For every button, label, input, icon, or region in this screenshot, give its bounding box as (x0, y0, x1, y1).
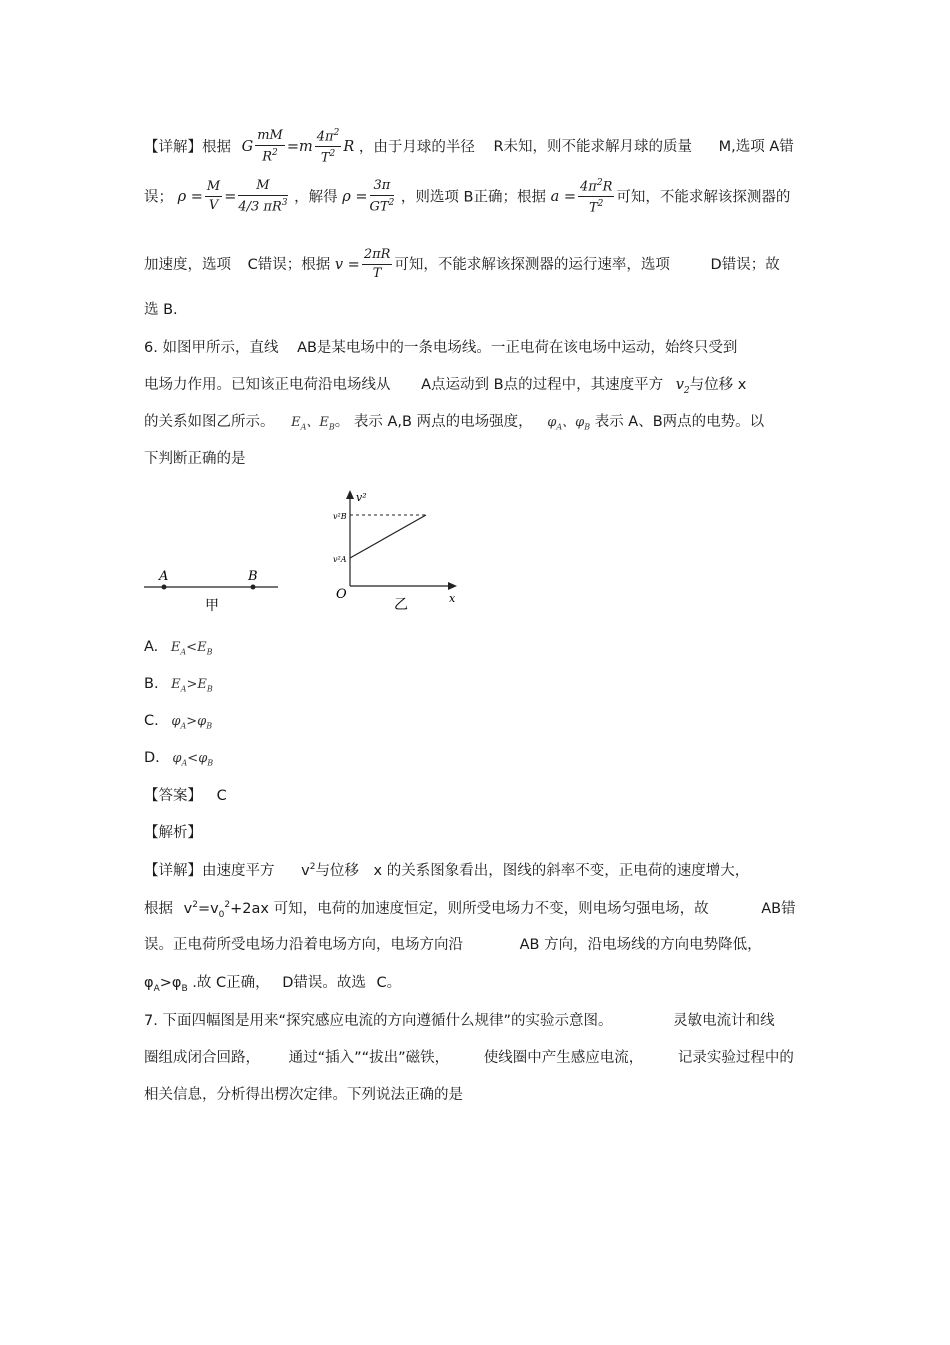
analysis-heading: 【解析】 (144, 825, 202, 841)
text: D错误；故 (710, 256, 780, 273)
detail2-line-4 (144, 976, 401, 994)
detail2-line-2 (144, 901, 796, 920)
q7-line-3: 相关信息，分析得出楞次定律。下列说法正确的是 (144, 1087, 463, 1103)
point-a (162, 585, 167, 590)
option-label: D. (144, 750, 160, 766)
option-c[interactable] (144, 714, 212, 731)
text: 6. 如图甲所示，直线 (144, 340, 279, 356)
text: 表示 A、B两点的电势。以 (594, 414, 765, 430)
q7-line-1 (144, 1014, 775, 1029)
answer-value: C (216, 788, 227, 804)
kinematic-formula: $v^2=v_0^2+2ax$ (183, 900, 269, 920)
text: AB错 (761, 900, 796, 917)
detail-line-4: 选 B. (144, 302, 178, 318)
x-arrow (448, 582, 457, 590)
text: 记录实验过程中的 (677, 1050, 794, 1066)
formula-density: ρ = $\frac{M}{V}$ = $\frac{M}{4/3 \pi R^3}$ (177, 178, 288, 215)
text: D错误。故选 (282, 975, 366, 991)
q6-line-2 (144, 378, 746, 396)
text: 根据 (144, 900, 173, 917)
detail-tag: 【详解】 (144, 139, 202, 156)
answer (144, 789, 227, 804)
y-arrow (346, 490, 354, 499)
detail-line-2 (144, 178, 790, 217)
text: ，则选项 B正确；根据 (400, 189, 546, 206)
figure-jia (140, 560, 290, 620)
text: 误。正电荷所受电场力沿着电场方向，电场方向沿 (144, 937, 463, 953)
caption-yi: 乙 (394, 597, 408, 613)
q7-line-2 (144, 1051, 794, 1066)
option-expr: $\varphi_A>\varphi_B$ (171, 714, 213, 731)
graph-line (350, 515, 426, 558)
text: 通过“插入”“拔出”磁铁， (288, 1050, 450, 1066)
text: x 的关系图象看出，图线的斜率不变，正电荷的速度增大， (373, 862, 750, 879)
q6-line-3 (144, 415, 764, 432)
formula-gravity: G $\frac{mM}{R^2}$ =m $\frac{4\pi^2}{T^2}$ R (241, 128, 355, 166)
text: 可知，不能求解该探测器的运行速率，选项 (394, 256, 670, 273)
option-label: A. (144, 639, 159, 655)
text: R未知，则不能求解月球的质量 (493, 139, 693, 156)
option-b[interactable] (144, 677, 213, 694)
text: φ (144, 975, 154, 991)
text: 与位移 (315, 862, 359, 879)
text: >φ (159, 975, 182, 991)
detail2-line-1 (144, 863, 749, 878)
text: 7. 下面四幅图是用来“探究感应电流的方向遵循什么规律”的实验示意图。 (144, 1013, 613, 1029)
text: 根据 (202, 139, 231, 156)
text: 圈组成闭合回路， (144, 1050, 260, 1066)
text: 加速度，选项 (144, 256, 231, 273)
formula-velocity: v = $\frac{2\pi R}{T}$ (334, 247, 391, 281)
option-label: B. (144, 676, 159, 692)
figure-yi (330, 488, 470, 618)
text: C。 (376, 975, 402, 991)
text: 。 (334, 414, 350, 430)
option-expr: $\varphi_A<\varphi_B$ (172, 751, 214, 768)
v2-symbol: $v_2$ (675, 377, 690, 396)
text: 使线圈中产生感应电流， (483, 1050, 644, 1066)
text: C错误；根据 (247, 256, 331, 273)
detail-line-3 (144, 248, 780, 282)
text: ，由于月球的半径 (358, 139, 475, 156)
option-a[interactable] (144, 640, 212, 657)
formula-density-result: ρ = $\frac{3\pi}{GT^2}$ (342, 178, 395, 215)
phi-symbols: $\varphi_A$、$\varphi_B$ (547, 415, 591, 432)
va-label: v²A (333, 555, 347, 564)
text: 灵敏电流计和线 (673, 1013, 775, 1029)
option-expr: $E_A<E_B$ (170, 640, 213, 657)
answer-label: 【答案】 (144, 788, 202, 804)
text: 可知，不能求解该探测器的 (616, 189, 791, 206)
text: B (181, 983, 188, 994)
text: .故 C正确， (192, 975, 270, 991)
text: 【详解】由速度平方 (144, 862, 275, 879)
option-expr: $E_A>E_B$ (171, 677, 213, 694)
vb-label: v²B (333, 512, 347, 521)
origin-label: O (336, 587, 347, 602)
text: 误； (144, 189, 173, 206)
detail-line-1 (144, 128, 794, 167)
y-label: v² (356, 491, 367, 504)
text: 的关系如图乙所示。 (144, 414, 275, 430)
text: 表示 A,B 两点的电场强度， (353, 414, 533, 430)
text: AB 方向，沿电场线的方向电势降低， (519, 937, 762, 953)
text: AB是某电场中的一条电场线。一正电荷在该电场中运动，始终只受到 (297, 340, 738, 356)
text: 可知，电荷的加速度恒定，则所受电场力不变，则电场匀强电场，故 (273, 900, 709, 917)
text: A点运动到 B点的过程中，其速度平方 (421, 377, 664, 393)
detail2-line-3 (144, 938, 762, 953)
v2-term: $v^2$ (301, 862, 316, 879)
q6-line-1 (144, 341, 737, 356)
label-b: B (248, 569, 258, 584)
text: ，解得 (294, 189, 338, 206)
x-label: x (449, 592, 456, 605)
option-label: C. (144, 713, 159, 729)
ea-eb-symbols: $E_A$、$E_B$ (291, 415, 335, 432)
point-b (251, 585, 256, 590)
text: 电场力作用。已知该正电荷沿电场线从 (144, 377, 391, 393)
label-a: A (159, 569, 169, 584)
text: M,选项 A错 (718, 139, 794, 156)
option-d[interactable] (144, 751, 213, 768)
text: A (153, 983, 160, 994)
q6-line-4: 下判断正确的是 (144, 451, 246, 467)
caption-jia: 甲 (205, 598, 219, 614)
formula-acceleration: a = $\frac{4\pi^2R}{T^2}$ (550, 178, 613, 216)
text: 与位移 x (689, 377, 747, 393)
